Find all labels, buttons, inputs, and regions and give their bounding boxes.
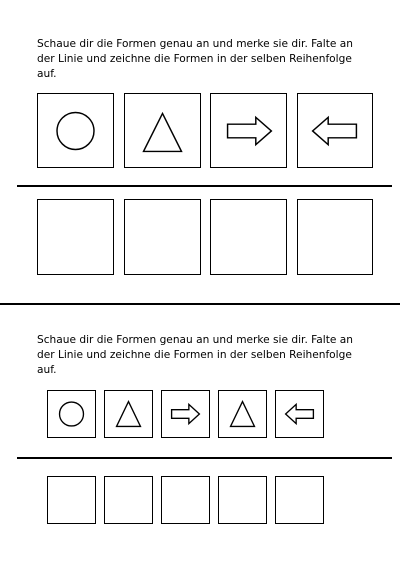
shape-box-2-4 — [218, 390, 267, 438]
shape-box-2-1 — [47, 390, 96, 438]
triangle-icon — [105, 391, 152, 437]
answer-box-2-2 — [104, 476, 153, 524]
answer-box-2-1 — [47, 476, 96, 524]
instruction-text-1: Schaue dir die Formen genau an und merke sie dir. Falte an der Linie und zeichne die Formen in der selben Reihenfolge auf. — [37, 38, 353, 80]
answer-box-1-2 — [124, 199, 201, 275]
fold-line — [17, 185, 392, 187]
shape-box-1-3 — [210, 93, 287, 168]
circle-icon — [38, 94, 113, 167]
shape-box-2-3 — [161, 390, 210, 438]
arrow-right-icon — [162, 391, 209, 437]
fold-line — [17, 457, 392, 459]
answer-box-1-4 — [297, 199, 373, 275]
answer-box-2-5 — [275, 476, 324, 524]
answer-box-2-3 — [161, 476, 210, 524]
arrow-left-icon — [276, 391, 323, 437]
triangle-icon — [219, 391, 266, 437]
answer-box-2-4 — [218, 476, 267, 524]
arrow-left-icon — [298, 94, 372, 167]
shape-box-1-1 — [37, 93, 114, 168]
cut-line — [0, 303, 400, 305]
arrow-right-icon — [211, 94, 286, 167]
instruction-text-2: Schaue dir die Formen genau an und merke sie dir. Falte an der Linie und zeichne die Formen in der selben Reihenfolge auf. — [37, 334, 353, 376]
shape-box-2-2 — [104, 390, 153, 438]
triangle-icon — [125, 94, 200, 167]
answer-box-1-3 — [210, 199, 287, 275]
shape-box-1-2 — [124, 93, 201, 168]
shape-box-2-5 — [275, 390, 324, 438]
circle-icon — [48, 391, 95, 437]
answer-box-1-1 — [37, 199, 114, 275]
shape-box-1-4 — [297, 93, 373, 168]
